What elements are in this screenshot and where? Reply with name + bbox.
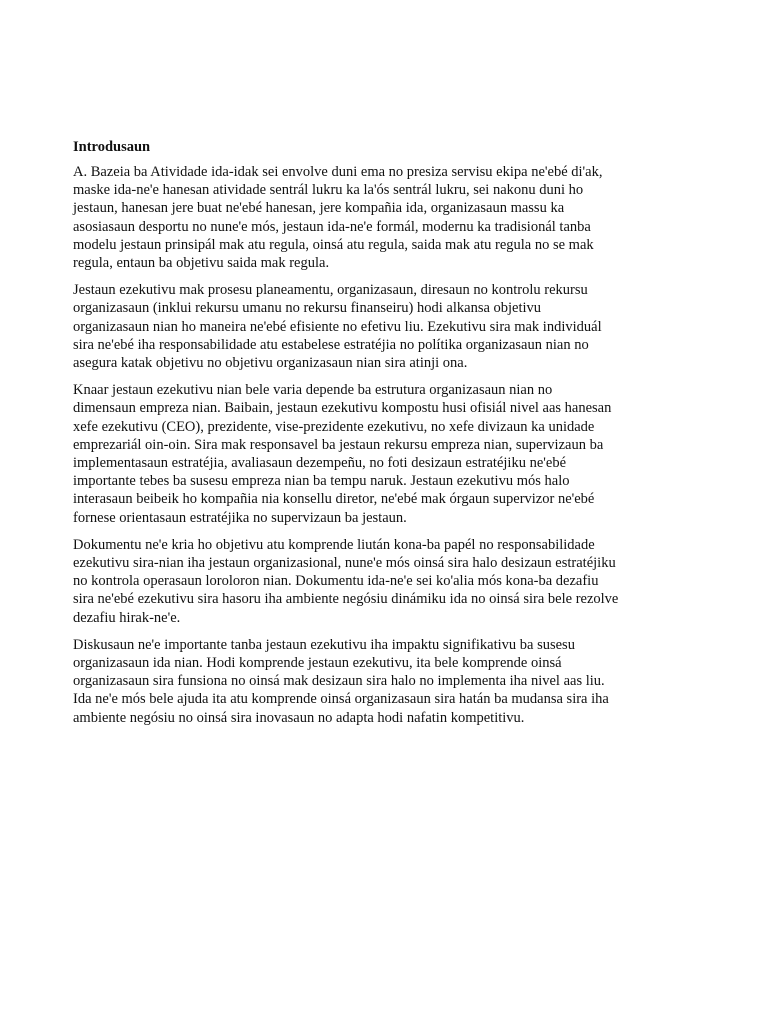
paragraph-3: Knaar jestaun ezekutivu nian bele varia depende ba estrutura organizasaun nian no dimensaun empreza nian. Baibain, jestaun ezekutivu kompostu husi ofisiál nivel aas hanesan xefe ezekutivu (CEO), prezidente, vise-prezidente ezekutivu, no xefe divizaun ka unidade emprezariál oin-oin. Sira mak responsavel ba jestaun rekursu empreza nian, supervizaun ba implementasaun estratéjia, avaliasaun dezempeñu, no foti desizaun estratéjiku ne'ebé importante tebes ba susesu empreza nian ba tempu naruk. Jestaun ezekutivu mós halo interasaun beibeik ho kompañia nia konsellu diretor, ne'ebé mak órgaun supervizor ne'ebé fornese orientasaun estratéjika no supervizaun ba jestaun. — [73, 382, 612, 526]
paragraph-4: Dokumentu ne'e kria ho objetivu atu komprende liután kona-ba papél no responsabilidade ezekutivu sira-nian iha jestaun organizasional, nune'e mós oinsá sira halo desizaun estratéjiku no kontrola operasaun loroloron nian. Dokumentu ida-ne'e sei ko'alia mós kona-ba dezafiu sira ne'ebé ezekutivu sira hasoru iha ambiente negósiu dinámiku ida no oinsá sira bele rezolve dezafiu hirak-ne'e. — [73, 536, 619, 626]
paragraph-5: Diskusaun ne'e importante tanba jestaun ezekutivu iha impaktu signifikativu ba susesu organizasaun ida nian. Hodi komprende jestaun ezekutivu, ita bele komprende oinsá organizasaun sira funsiona no oinsá mak desizaun sira halo no implementa iha nivel aas liu. Ida ne'e mós bele ajuda ita atu komprende oinsá organizasaun sira hatán ba mudansa sira iha ambiente negósiu no oinsá sira inovasaun no adapta hodi nafatin kompetitivu. — [73, 636, 609, 726]
paragraph-2: Jestaun ezekutivu mak prosesu planeamentu, organizasaun, diresaun no kontrolu rekursu organizasaun (inklui rekursu umanu no rekursu finanseiru) hodi alkansa objetivu organizasaun nian ho maneira ne'ebé efisiente no efetivu liu. Ezekutivu sira mak individuál sira ne'ebé iha responsabilidade atu estabelese estratéjia no polítika organizasaun nian no asegura katak objetivu no objetivu organizasaun nian sira atinji ona. — [73, 282, 602, 372]
document-page — [73, 138, 663, 736]
paragraph-1: A. Bazeia ba Atividade ida-idak sei envolve duni ema no presiza servisu ekipa ne'ebé di'ak, maske ida-ne'e hanesan atividade sentrál lukru ka la'ós sentrál lukru, sei nakonu duni ho jestaun, hanesan jere buat ne'ebé hanesan, jere kompañia ida, organizasaun massu ka asosiasaun desportu no nune'e mós, jestaun ida-ne'e formál, modernu ka tradisionál tanba modelu jestaun prinsipál mak atu regula, oinsá atu regula, saida mak atu regula no se mak regula, entaun ba objetivu saida mak regula. — [73, 164, 603, 272]
section-heading: Introdusaun — [73, 139, 151, 155]
